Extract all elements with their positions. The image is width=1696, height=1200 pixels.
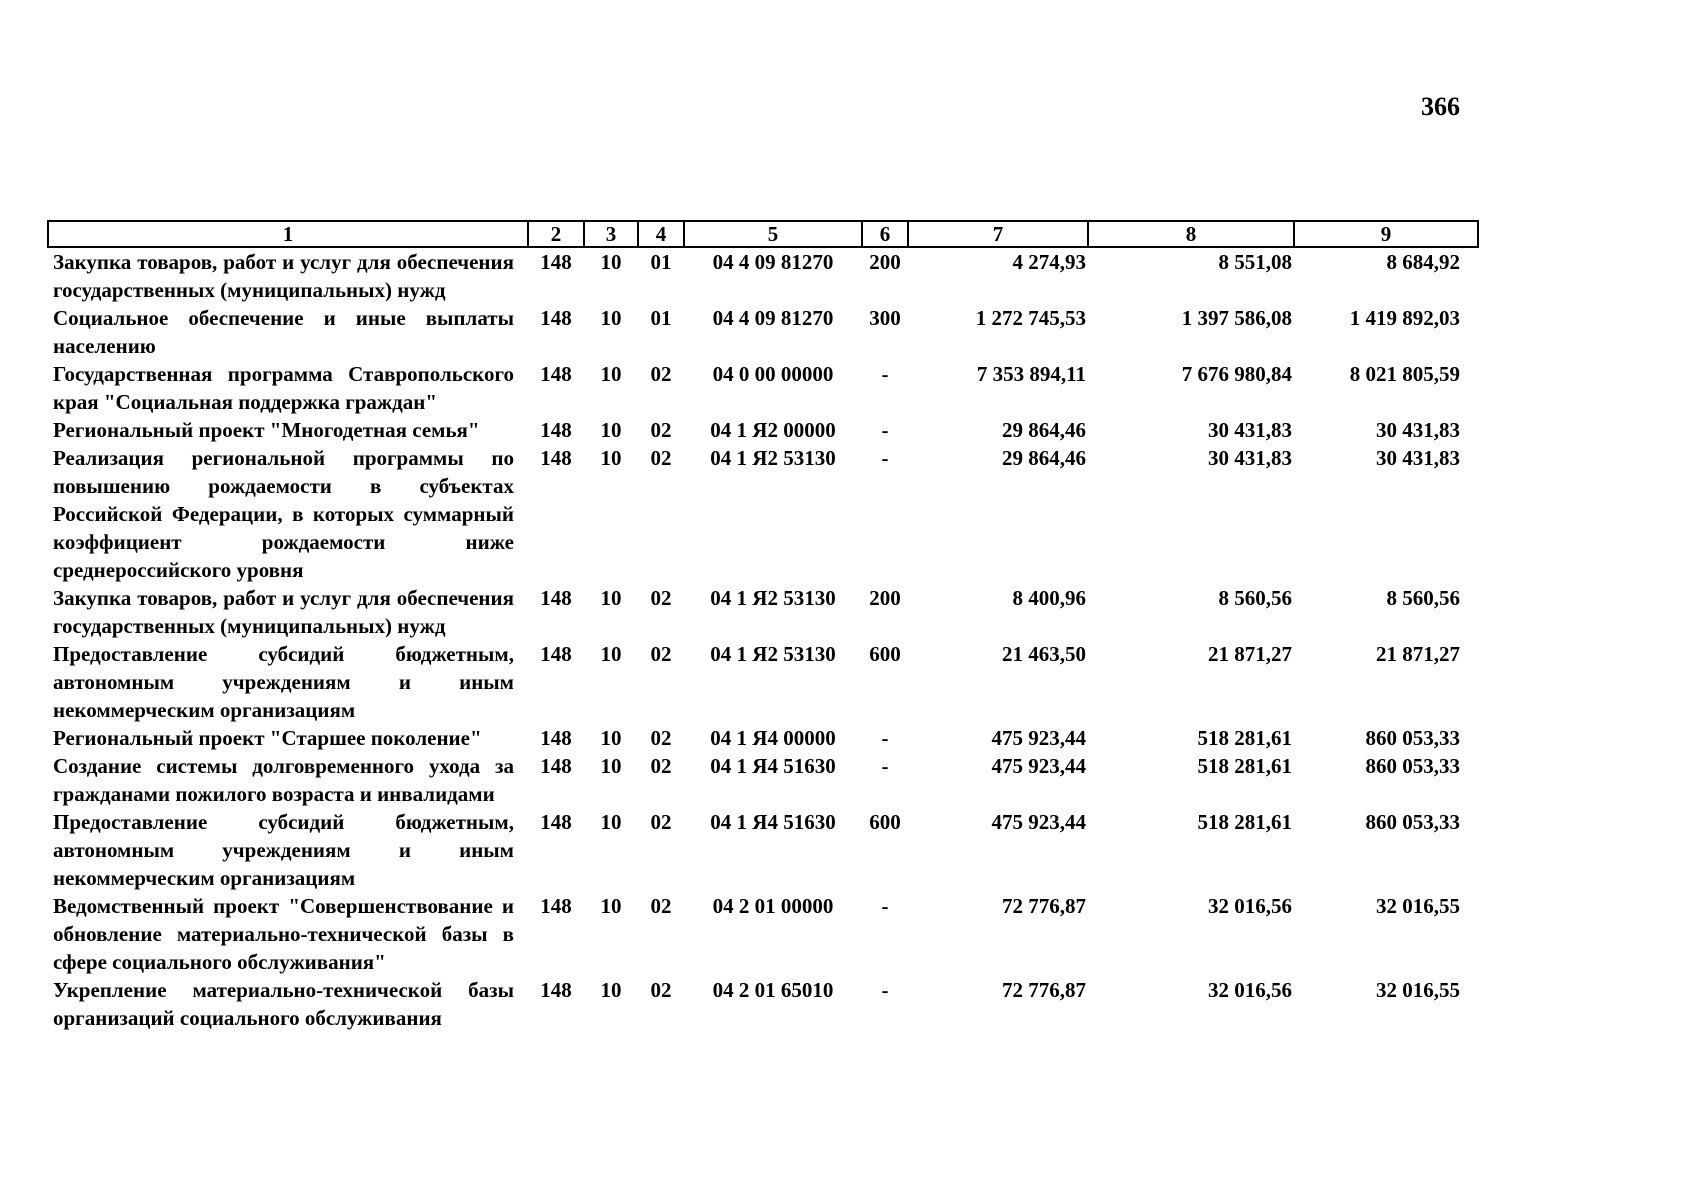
table-row bbox=[48, 304, 1478, 360]
expense-type-code: - bbox=[881, 894, 889, 918]
table-row bbox=[48, 360, 1478, 416]
ministry-code: 148 bbox=[540, 362, 572, 386]
table-row bbox=[48, 976, 1478, 1032]
expense-type-code: 200 bbox=[869, 250, 901, 274]
amount-col-7: 72 776,87 bbox=[1002, 894, 1086, 918]
subsection-code: 02 bbox=[650, 894, 672, 918]
amount-col-9: 21 871,27 bbox=[1376, 642, 1460, 666]
subsection-code: 01 bbox=[650, 306, 672, 330]
expense-type-code: 600 bbox=[869, 810, 901, 834]
amount-col-9: 860 053,33 bbox=[1365, 754, 1460, 778]
subsection-code: 02 bbox=[650, 418, 672, 442]
table-row bbox=[48, 444, 1478, 584]
item-name: Создание системы долговременного ухода за гражданами пожилого возраста и инвалидами bbox=[53, 754, 514, 806]
subsection-code: 02 bbox=[650, 978, 672, 1002]
table-header-row bbox=[48, 221, 1478, 247]
section-code: 10 bbox=[600, 810, 622, 834]
target-article-code: 04 1 Я2 53130 bbox=[710, 642, 836, 666]
target-article-code: 04 0 00 00000 bbox=[712, 362, 834, 386]
subsection-code: 02 bbox=[650, 586, 672, 610]
ministry-code: 148 bbox=[540, 754, 572, 778]
expense-type-code: - bbox=[881, 978, 889, 1002]
table-body bbox=[48, 247, 1478, 1032]
expense-type-code: - bbox=[881, 362, 889, 386]
subsection-code: 02 bbox=[650, 642, 672, 666]
item-name: Региональный проект "Старшее поколение" bbox=[53, 726, 482, 750]
expense-type-code: - bbox=[881, 418, 889, 442]
amount-col-7: 475 923,44 bbox=[991, 754, 1086, 778]
table-row bbox=[48, 892, 1478, 976]
expense-type-code: 200 bbox=[869, 586, 901, 610]
column-header: 4 bbox=[638, 221, 684, 247]
amount-col-9: 32 016,55 bbox=[1376, 978, 1460, 1002]
item-name: Региональный проект "Многодетная семья" bbox=[53, 418, 480, 442]
ministry-code: 148 bbox=[540, 586, 572, 610]
table-row bbox=[48, 808, 1478, 892]
subsection-code: 01 bbox=[650, 250, 672, 274]
expense-type-code: 600 bbox=[869, 642, 901, 666]
target-article-code: 04 1 Я2 53130 bbox=[710, 586, 836, 610]
amount-col-7: 1 272 745,53 bbox=[975, 306, 1086, 330]
amount-col-9: 860 053,33 bbox=[1365, 810, 1460, 834]
item-name: Социальное обеспечение и иные выплаты населению bbox=[53, 306, 514, 358]
amount-col-7: 475 923,44 bbox=[991, 810, 1086, 834]
amount-col-7: 8 400,96 bbox=[1012, 586, 1086, 610]
section-code: 10 bbox=[600, 978, 622, 1002]
target-article-code: 04 1 Я4 51630 bbox=[710, 810, 836, 834]
amount-col-8: 518 281,61 bbox=[1197, 726, 1292, 750]
amount-col-8: 8 551,08 bbox=[1218, 250, 1292, 274]
ministry-code: 148 bbox=[540, 250, 572, 274]
amount-col-9: 8 021 805,59 bbox=[1349, 362, 1460, 386]
subsection-code: 02 bbox=[650, 810, 672, 834]
expense-type-code: - bbox=[881, 754, 889, 778]
target-article-code: 04 4 09 81270 bbox=[712, 306, 834, 330]
amount-col-7: 29 864,46 bbox=[1002, 446, 1086, 470]
item-name: Закупка товаров, работ и услуг для обеспечения государственных (муниципальных) нужд bbox=[53, 250, 514, 302]
amount-col-7: 72 776,87 bbox=[1002, 978, 1086, 1002]
amount-col-9: 1 419 892,03 bbox=[1349, 306, 1460, 330]
amount-col-9: 32 016,55 bbox=[1376, 894, 1460, 918]
amount-col-7: 4 274,93 bbox=[1012, 250, 1086, 274]
column-header: 6 bbox=[862, 221, 908, 247]
section-code: 10 bbox=[600, 362, 622, 386]
amount-col-8: 7 676 980,84 bbox=[1181, 362, 1292, 386]
column-header: 9 bbox=[1294, 221, 1478, 247]
amount-col-9: 30 431,83 bbox=[1376, 446, 1460, 470]
amount-col-7: 21 463,50 bbox=[1002, 642, 1086, 666]
item-name: Предоставление субсидий бюджетным, автономным учреждениям и иным некоммерческим организациям bbox=[53, 810, 514, 890]
amount-col-9: 8 560,56 bbox=[1386, 586, 1460, 610]
target-article-code: 04 1 Я2 00000 bbox=[710, 418, 836, 442]
ministry-code: 148 bbox=[540, 306, 572, 330]
amount-col-8: 518 281,61 bbox=[1197, 810, 1292, 834]
amount-col-9: 860 053,33 bbox=[1365, 726, 1460, 750]
ministry-code: 148 bbox=[540, 894, 572, 918]
table-row bbox=[48, 640, 1478, 724]
page-number: 366 bbox=[1421, 92, 1460, 121]
item-name: Государственная программа Ставропольского края "Социальная поддержка граждан" bbox=[53, 362, 514, 414]
amount-col-8: 32 016,56 bbox=[1208, 894, 1292, 918]
ministry-code: 148 bbox=[540, 726, 572, 750]
table-row bbox=[48, 416, 1478, 444]
section-code: 10 bbox=[600, 250, 622, 274]
amount-col-8: 30 431,83 bbox=[1208, 446, 1292, 470]
section-code: 10 bbox=[600, 586, 622, 610]
column-header: 2 bbox=[528, 221, 584, 247]
column-header: 5 bbox=[684, 221, 862, 247]
amount-col-8: 32 016,56 bbox=[1208, 978, 1292, 1002]
column-header: 3 bbox=[584, 221, 638, 247]
expense-type-code: - bbox=[881, 726, 889, 750]
subsection-code: 02 bbox=[650, 726, 672, 750]
amount-col-9: 8 684,92 bbox=[1386, 250, 1460, 274]
table-row bbox=[48, 752, 1478, 808]
ministry-code: 148 bbox=[540, 418, 572, 442]
table-row bbox=[48, 724, 1478, 752]
item-name: Предоставление субсидий бюджетным, автономным учреждениям и иным некоммерческим организациям bbox=[53, 642, 514, 722]
amount-col-7: 7 353 894,11 bbox=[976, 362, 1086, 386]
subsection-code: 02 bbox=[650, 754, 672, 778]
target-article-code: 04 1 Я4 00000 bbox=[710, 726, 836, 750]
amount-col-7: 29 864,46 bbox=[1002, 418, 1086, 442]
section-code: 10 bbox=[600, 446, 622, 470]
amount-col-8: 1 397 586,08 bbox=[1181, 306, 1292, 330]
column-header: 8 bbox=[1088, 221, 1294, 247]
ministry-code: 148 bbox=[540, 642, 572, 666]
amount-col-8: 8 560,56 bbox=[1218, 586, 1292, 610]
item-name: Ведомственный проект "Совершенствование и обновление материально-технической базы в сфере социального обслуживания" bbox=[53, 894, 514, 974]
section-code: 10 bbox=[600, 894, 622, 918]
item-name: Реализация региональной программы по повышению рождаемости в субъектах Российской Федерации, в которых суммарный коэффициент рождаемости ниже среднероссийского уровня bbox=[53, 446, 514, 582]
target-article-code: 04 1 Я4 51630 bbox=[710, 754, 836, 778]
amount-col-8: 30 431,83 bbox=[1208, 418, 1292, 442]
budget-table bbox=[47, 220, 1479, 1032]
column-header: 1 bbox=[48, 221, 528, 247]
item-name: Закупка товаров, работ и услуг для обеспечения государственных (муниципальных) нужд bbox=[53, 586, 514, 638]
target-article-code: 04 2 01 65010 bbox=[712, 978, 834, 1002]
ministry-code: 148 bbox=[540, 446, 572, 470]
section-code: 10 bbox=[600, 642, 622, 666]
target-article-code: 04 1 Я2 53130 bbox=[710, 446, 836, 470]
target-article-code: 04 4 09 81270 bbox=[712, 250, 834, 274]
column-header: 7 bbox=[908, 221, 1088, 247]
table-row bbox=[48, 584, 1478, 640]
target-article-code: 04 2 01 00000 bbox=[712, 894, 834, 918]
amount-col-8: 518 281,61 bbox=[1197, 754, 1292, 778]
section-code: 10 bbox=[600, 726, 622, 750]
section-code: 10 bbox=[600, 306, 622, 330]
amount-col-7: 475 923,44 bbox=[991, 726, 1086, 750]
amount-col-9: 30 431,83 bbox=[1376, 418, 1460, 442]
ministry-code: 148 bbox=[540, 810, 572, 834]
subsection-code: 02 bbox=[650, 362, 672, 386]
ministry-code: 148 bbox=[540, 978, 572, 1002]
item-name: Укрепление материально-технической базы организаций социального обслуживания bbox=[53, 978, 514, 1030]
expense-type-code: - bbox=[881, 446, 889, 470]
section-code: 10 bbox=[600, 418, 622, 442]
amount-col-8: 21 871,27 bbox=[1208, 642, 1292, 666]
expense-type-code: 300 bbox=[869, 306, 901, 330]
table-row bbox=[48, 247, 1478, 304]
subsection-code: 02 bbox=[650, 446, 672, 470]
section-code: 10 bbox=[600, 754, 622, 778]
